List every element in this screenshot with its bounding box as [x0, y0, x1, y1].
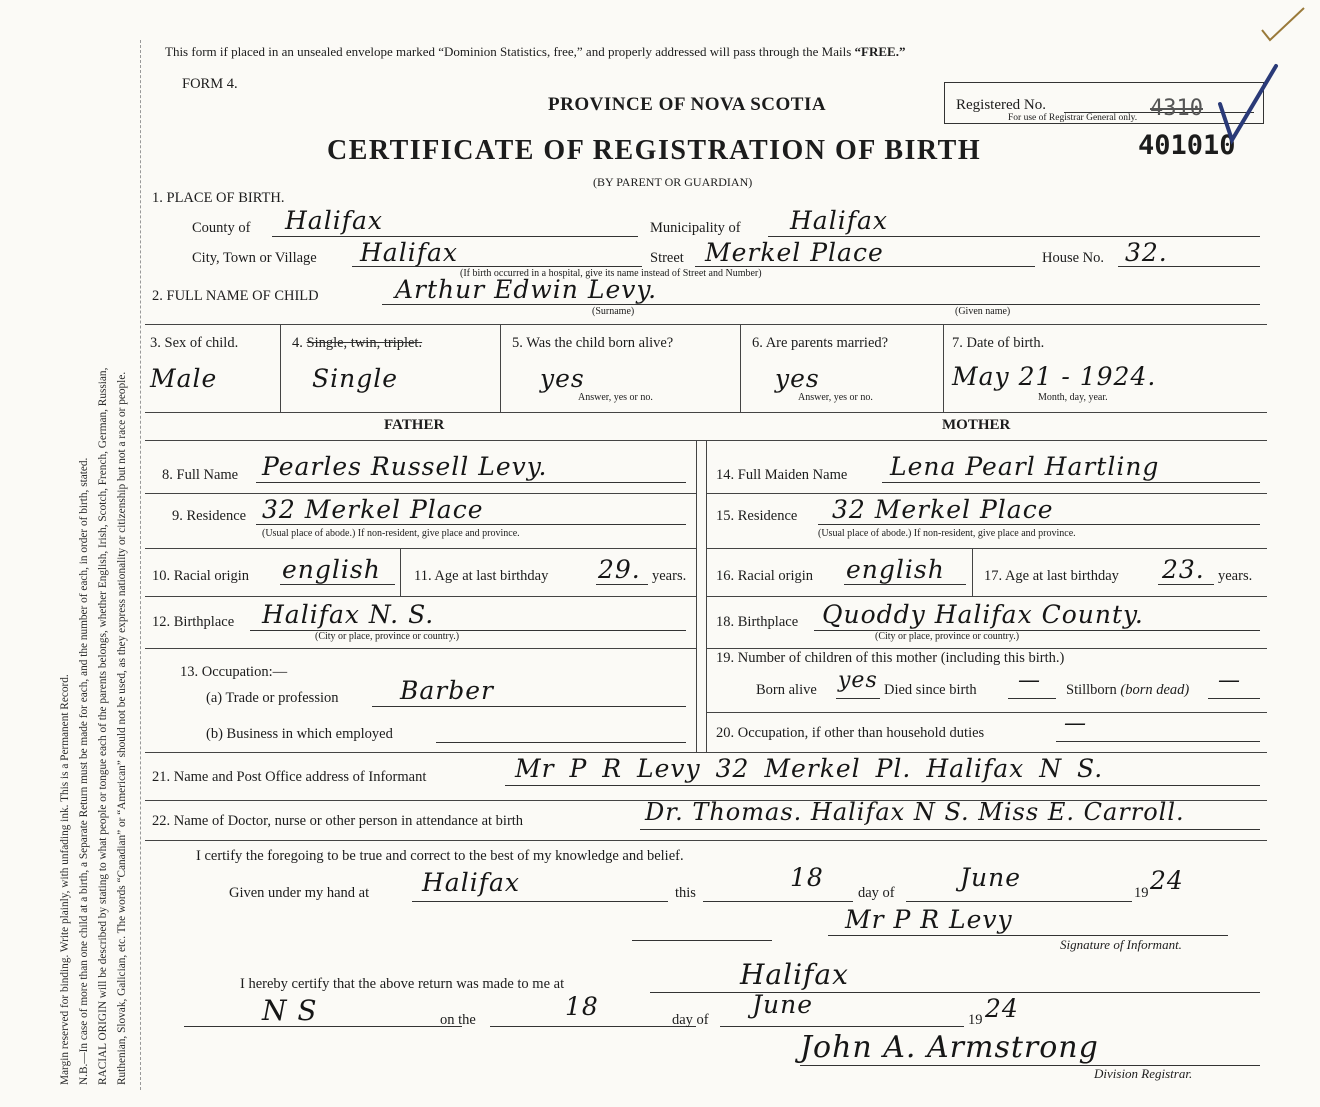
mother-stillborn-value: —	[1218, 668, 1241, 693]
child-name-value: Arthur Edwin Levy.	[395, 275, 658, 304]
registrar-check-icon	[1214, 60, 1284, 150]
registered-label: Registered No.	[956, 97, 1046, 113]
margin-instructions	[56, 35, 132, 1085]
mother-occupation-value: —	[1064, 711, 1087, 736]
father-race-value: english	[282, 555, 381, 584]
father-residence-label: 9. Residence	[172, 508, 247, 524]
registrar-place-value: Halifax	[740, 958, 849, 991]
dob-label: 7. Date of birth.	[952, 335, 1045, 351]
mother-born-alive-label: Born alive	[756, 682, 817, 698]
plurality-number: 4.	[292, 335, 307, 351]
mother-birthplace-value: Quoddy Halifax County.	[822, 600, 1144, 629]
form-number: FORM 4.	[182, 76, 238, 92]
registrar-day-value: 18	[565, 992, 599, 1021]
surname-note: (Surname)	[592, 306, 635, 317]
mother-residence-note: (Usual place of abode.) If non-resident, give place and province.	[818, 528, 1076, 539]
page-title: CERTIFICATE OF REGISTRATION OF BIRTH	[327, 135, 982, 166]
born-alive-label: 5. Was the child born alive?	[512, 335, 674, 351]
mother-died-value: —	[1018, 668, 1041, 693]
municipality-label: Municipality of	[650, 220, 741, 236]
mother-name-label: 14. Full Maiden Name	[716, 467, 848, 483]
registrar-place2-value: N S	[262, 994, 318, 1027]
registrar-on-label: on the	[440, 1012, 476, 1028]
registrar-year-value: 24	[985, 994, 1019, 1023]
registered-sub: For use of Registrar General only.	[1008, 113, 1138, 123]
mother-birthplace-label: 18. Birthplace	[716, 614, 799, 630]
mother-residence-value: 32 Merkel Place	[832, 495, 1054, 524]
given-month-value: June	[960, 863, 1022, 892]
mother-stillborn-text: Stillborn	[1066, 682, 1117, 698]
child-name-label: 2. FULL NAME OF CHILD	[152, 288, 319, 304]
parents-married-value: yes	[775, 364, 820, 393]
father-age-value: 29.	[598, 555, 641, 584]
municipality-value: Halifax	[790, 206, 888, 235]
informant-value: Mr P R Levy 32 Merkel Pl. Halifax N S.	[515, 754, 1104, 783]
rule-parents-bottom	[145, 752, 1267, 753]
sex-value: Male	[150, 364, 218, 393]
registered-number: 401010	[1138, 130, 1236, 161]
mail-notice-text: This form if placed in an unsealed envelope marked “Dominion Statistics, free,” and properly addressed will pass through the Mails	[165, 44, 855, 59]
father-age-label: 11. Age at last birthday	[414, 568, 549, 584]
informant-label: 21. Name and Post Office address of Informant	[152, 769, 427, 785]
plurality-value: Single	[312, 364, 399, 393]
registrar-year-prefix: 19	[968, 1012, 983, 1028]
rule-row3-top	[145, 324, 1267, 325]
binding-margin-line	[140, 40, 141, 1090]
rule-f-2	[145, 548, 696, 549]
margin-line-4: Ruthenian, Slovak, Galician, etc. The words “Canadian” or “American” should not be used, as they express nationality or citizenship but not a race or people.	[116, 371, 128, 1085]
father-birthplace-label: 12. Birthplace	[152, 614, 235, 630]
separator-line	[632, 940, 772, 941]
mail-notice	[165, 44, 905, 60]
rule-f-4	[145, 648, 696, 649]
born-alive-note: Answer, yes or no.	[578, 392, 653, 403]
informant-signature: Mr P R Levy	[845, 905, 1013, 934]
registrar-month-value: June	[752, 990, 814, 1019]
given-place-value: Halifax	[422, 868, 520, 897]
born-alive-value: yes	[540, 364, 585, 393]
parents-divider-left	[696, 440, 697, 752]
registrar-statement: I hereby certify that the above return was made to me at	[240, 976, 565, 992]
mother-born-alive-value: yes	[838, 668, 878, 693]
doctor-value: Dr. Thomas. Halifax N S. Miss E. Carroll.	[645, 798, 1185, 826]
rule-f-1	[145, 493, 696, 494]
place-of-birth-label: 1. PLACE OF BIRTH.	[152, 190, 285, 206]
mother-birthplace-note: (City or place, province or country.)	[875, 631, 1020, 642]
county-value: Halifax	[285, 206, 383, 235]
father-business-label: (b) Business in which employed	[206, 726, 393, 742]
father-occupation-label: 13. Occupation:—	[180, 664, 288, 680]
mother-occupation-label: 20. Occupation, if other than household duties	[716, 725, 985, 741]
rule-m-5	[706, 712, 1267, 713]
margin-line-2: N.B.—In case of more than one child at a birth, a Separate Return must be made for each, and the number of each, in order of birth, stated.	[78, 457, 90, 1085]
rule-m-2	[706, 548, 1267, 549]
street-value: Merkel Place	[705, 238, 884, 267]
given-under-label: Given under my hand at	[229, 885, 370, 901]
mother-race-label: 16. Racial origin	[716, 568, 814, 584]
mail-notice-free: “FREE.”	[854, 44, 906, 59]
given-name-note: (Given name)	[955, 306, 1011, 317]
mother-stillborn-label	[1066, 682, 1189, 699]
registrar-signature-label: Division Registrar.	[1094, 1066, 1193, 1081]
street-label: Street	[650, 250, 684, 266]
city-value: Halifax	[360, 238, 458, 267]
sex-label: 3. Sex of child.	[150, 335, 239, 351]
dob-note: Month, day, year.	[1038, 392, 1108, 403]
mother-age-years: years.	[1218, 568, 1253, 584]
father-birthplace-note: (City or place, province or country.)	[315, 631, 460, 642]
rule-m-3	[706, 596, 1267, 597]
mother-residence-label: 15. Residence	[716, 508, 798, 524]
rule-m-1	[706, 493, 1267, 494]
given-this-label: this	[675, 885, 696, 901]
province-title: PROVINCE OF NOVA SCOTIA	[548, 94, 827, 115]
city-label: City, Town or Village	[192, 250, 317, 266]
father-trade-value: Barber	[400, 676, 494, 705]
mother-age-value: 23.	[1162, 555, 1205, 584]
father-name-label: 8. Full Name	[162, 467, 239, 483]
page-subtitle: (BY PARENT OR GUARDIAN)	[593, 175, 753, 189]
registered-old-number: 4310	[1150, 96, 1203, 121]
rule-doctor	[145, 840, 1267, 841]
father-residence-value: 32 Merkel Place	[262, 495, 484, 524]
mother-name-value: Lena Pearl Hartling	[890, 452, 1160, 481]
father-name-value: Pearles Russell Levy.	[262, 452, 548, 481]
checkmark-icon	[1258, 4, 1308, 44]
informant-signature-label: Signature of Informant.	[1060, 937, 1182, 952]
mother-race-value: english	[846, 555, 945, 584]
parents-married-label: 6. Are parents married?	[752, 335, 889, 351]
mother-died-label: Died since birth	[884, 682, 977, 698]
father-age-years: years.	[652, 568, 687, 584]
margin-line-3: RACIAL ORIGIN will be described by stating to what people or tongue each of the parents belongs, whether English, Irish, Scotch, French, German, Russian,	[97, 367, 109, 1085]
mother-header: MOTHER	[942, 417, 1011, 433]
certify-statement: I certify the foregoing to be true and correct to the best of my knowledge and belief.	[196, 848, 684, 864]
dob-value: May 21 - 1924.	[952, 362, 1157, 391]
father-birthplace-value: Halifax N. S.	[262, 600, 435, 629]
margin-line-1: Margin reserved for binding. Write plainly, with unfading ink. This is a Permanent Record.	[59, 674, 71, 1085]
county-label: County of	[192, 220, 251, 236]
mother-children-label: 19. Number of children of this mother (including this birth.)	[716, 650, 1065, 666]
father-trade-label: (a) Trade or profession	[206, 690, 339, 706]
registrar-signature: John A. Armstrong	[800, 1030, 1099, 1065]
rule-m-4	[706, 648, 1267, 649]
street-note: (If birth occurred in a hospital, give its name instead of Street and Number)	[460, 268, 762, 279]
rule-f-3	[145, 596, 696, 597]
father-header: FATHER	[384, 417, 445, 433]
house-value: 32.	[1125, 238, 1168, 267]
given-year-value: 24	[1150, 866, 1184, 895]
mother-stillborn-note: (born dead)	[1120, 682, 1190, 698]
house-label: House No.	[1042, 250, 1105, 266]
doctor-label: 22. Name of Doctor, nurse or other person in attendance at birth	[152, 813, 524, 829]
parents-married-note: Answer, yes or no.	[798, 392, 873, 403]
registrar-day-of-label: day of	[672, 1012, 709, 1028]
plurality-label	[292, 335, 422, 352]
given-day-value: 18	[790, 863, 824, 892]
father-residence-note: (Usual place of abode.) If non-resident, give place and province.	[262, 528, 520, 539]
plurality-options: Single, twin, triplet.	[306, 335, 423, 351]
father-race-label: 10. Racial origin	[152, 568, 250, 584]
given-day-of-label: day of	[858, 885, 895, 901]
parents-divider-right	[706, 440, 707, 752]
given-year-prefix: 19	[1134, 885, 1149, 901]
mother-age-label: 17. Age at last birthday	[984, 568, 1119, 584]
rule-row3-bottom	[145, 412, 1267, 413]
